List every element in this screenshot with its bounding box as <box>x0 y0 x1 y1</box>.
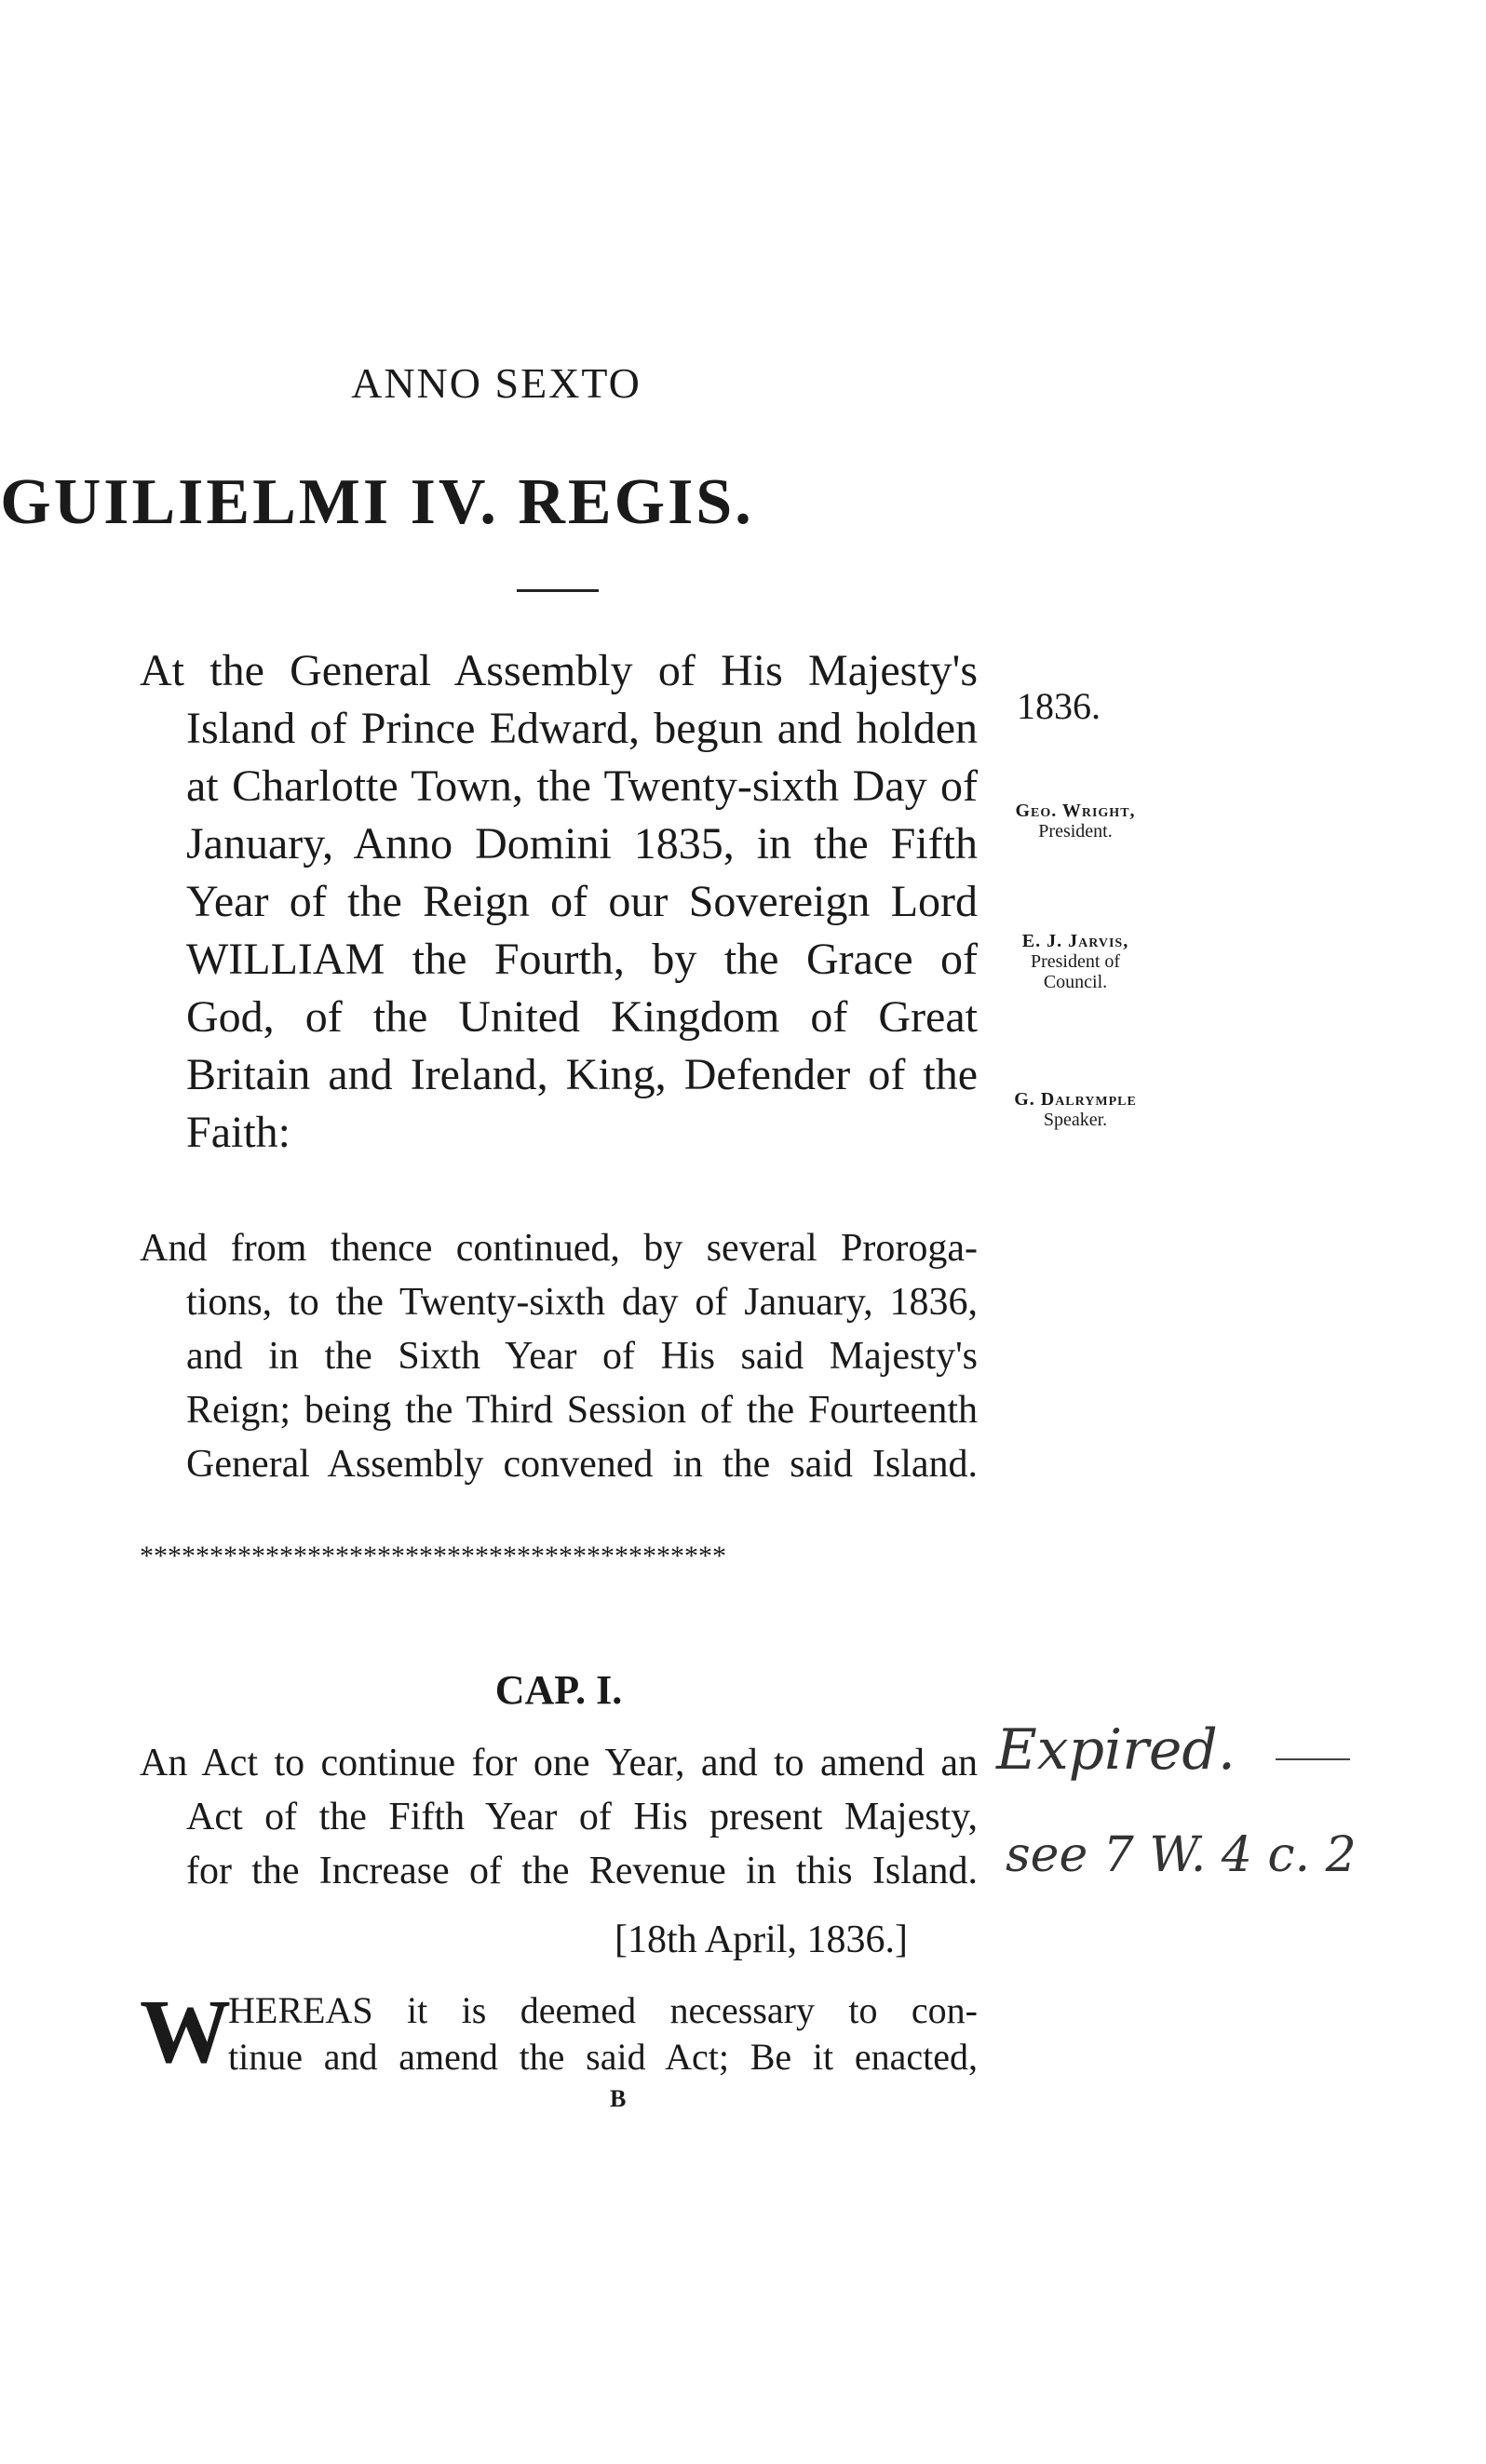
continuation-line: tions, to the Twenty-sixth day of January, 1836, <box>186 1281 978 1324</box>
intro-line: Island of Prince Edward, begun and holden <box>186 704 978 753</box>
council-name: E. J. Jarvis, <box>1021 931 1129 951</box>
speaker-name: G. Dalrymple <box>1014 1089 1137 1110</box>
chapter-date: [18th April, 1836.] <box>615 1919 908 1961</box>
intro-line: January, Anno Domini 1835, in the Fifth <box>186 819 978 868</box>
intro-line: God, of the United Kingdom of Great <box>186 992 978 1042</box>
whereas-paragraph <box>140 1982 978 2082</box>
intro-line: at Charlotte Town, the Twenty-sixth Day of <box>186 761 978 811</box>
intro-line: At the General Assembly of His Majesty's <box>140 646 978 695</box>
margin-council <box>987 931 1164 992</box>
drop-cap: W <box>140 1982 231 2082</box>
margin-speaker <box>982 1089 1169 1130</box>
whereas-line: tinue and amend the said Act; Be it enacted, <box>228 2036 978 2078</box>
intro-line: WILLIAM the Fourth, by the Grace of <box>186 935 978 984</box>
council-title-2: Council. <box>1043 972 1108 992</box>
handwritten-note <box>987 1703 1359 1918</box>
star-divider: ****************************************** <box>140 1541 726 1571</box>
anno-heading <box>0 358 1486 408</box>
chapter-title <box>140 1736 978 1898</box>
council-title-1: President of <box>1030 951 1121 972</box>
continuation-line: Reign; being the Third Session of the Fourteenth <box>186 1389 978 1432</box>
margin-president <box>987 801 1164 842</box>
chapter-heading: CAP. I. <box>494 1667 623 1713</box>
handwriting-line-1: Expired. <box>996 1717 1236 1783</box>
continuation-line: General Assembly convened in the said Island. <box>186 1443 978 1486</box>
margin-year: 1836. <box>1017 685 1101 727</box>
intro-line: Britain and Ireland, King, Defender of the <box>186 1050 978 1099</box>
president-title: President. <box>1038 821 1113 842</box>
speaker-title: Speaker. <box>1043 1110 1108 1130</box>
chapter-title-line: Act of the Fifth Year of His present Majesty, <box>186 1796 978 1838</box>
intro-line: Year of the Reign of our Sovereign Lord <box>186 877 978 926</box>
intro-line: Faith: <box>186 1108 291 1157</box>
intro-paragraph <box>140 642 978 1162</box>
continuation-line: And from thence continued, by several Proroga- <box>140 1227 978 1270</box>
president-name: Geo. Wright, <box>1015 801 1136 821</box>
whereas-line: HEREAS it is deemed necessary to con- <box>228 1989 978 2031</box>
chapter-title-line: for the Increase of the Revenue in this Island. <box>186 1850 978 1892</box>
anno-text: ANNO SEXTO <box>351 359 642 407</box>
continuation-line: and in the Sixth Year of His said Majesty's <box>186 1335 978 1378</box>
signature-mark: B <box>610 2085 627 2112</box>
handwriting-line-2: see 7 W. 4 c. 2 <box>1006 1827 1357 1883</box>
chapter-title-line: An Act to continue for one Year, and to amend an <box>140 1742 978 1784</box>
regis-heading: GUILIELMI IV. REGIS. <box>0 466 754 538</box>
continuation-paragraph <box>140 1221 978 1491</box>
heading-rule <box>517 589 599 592</box>
